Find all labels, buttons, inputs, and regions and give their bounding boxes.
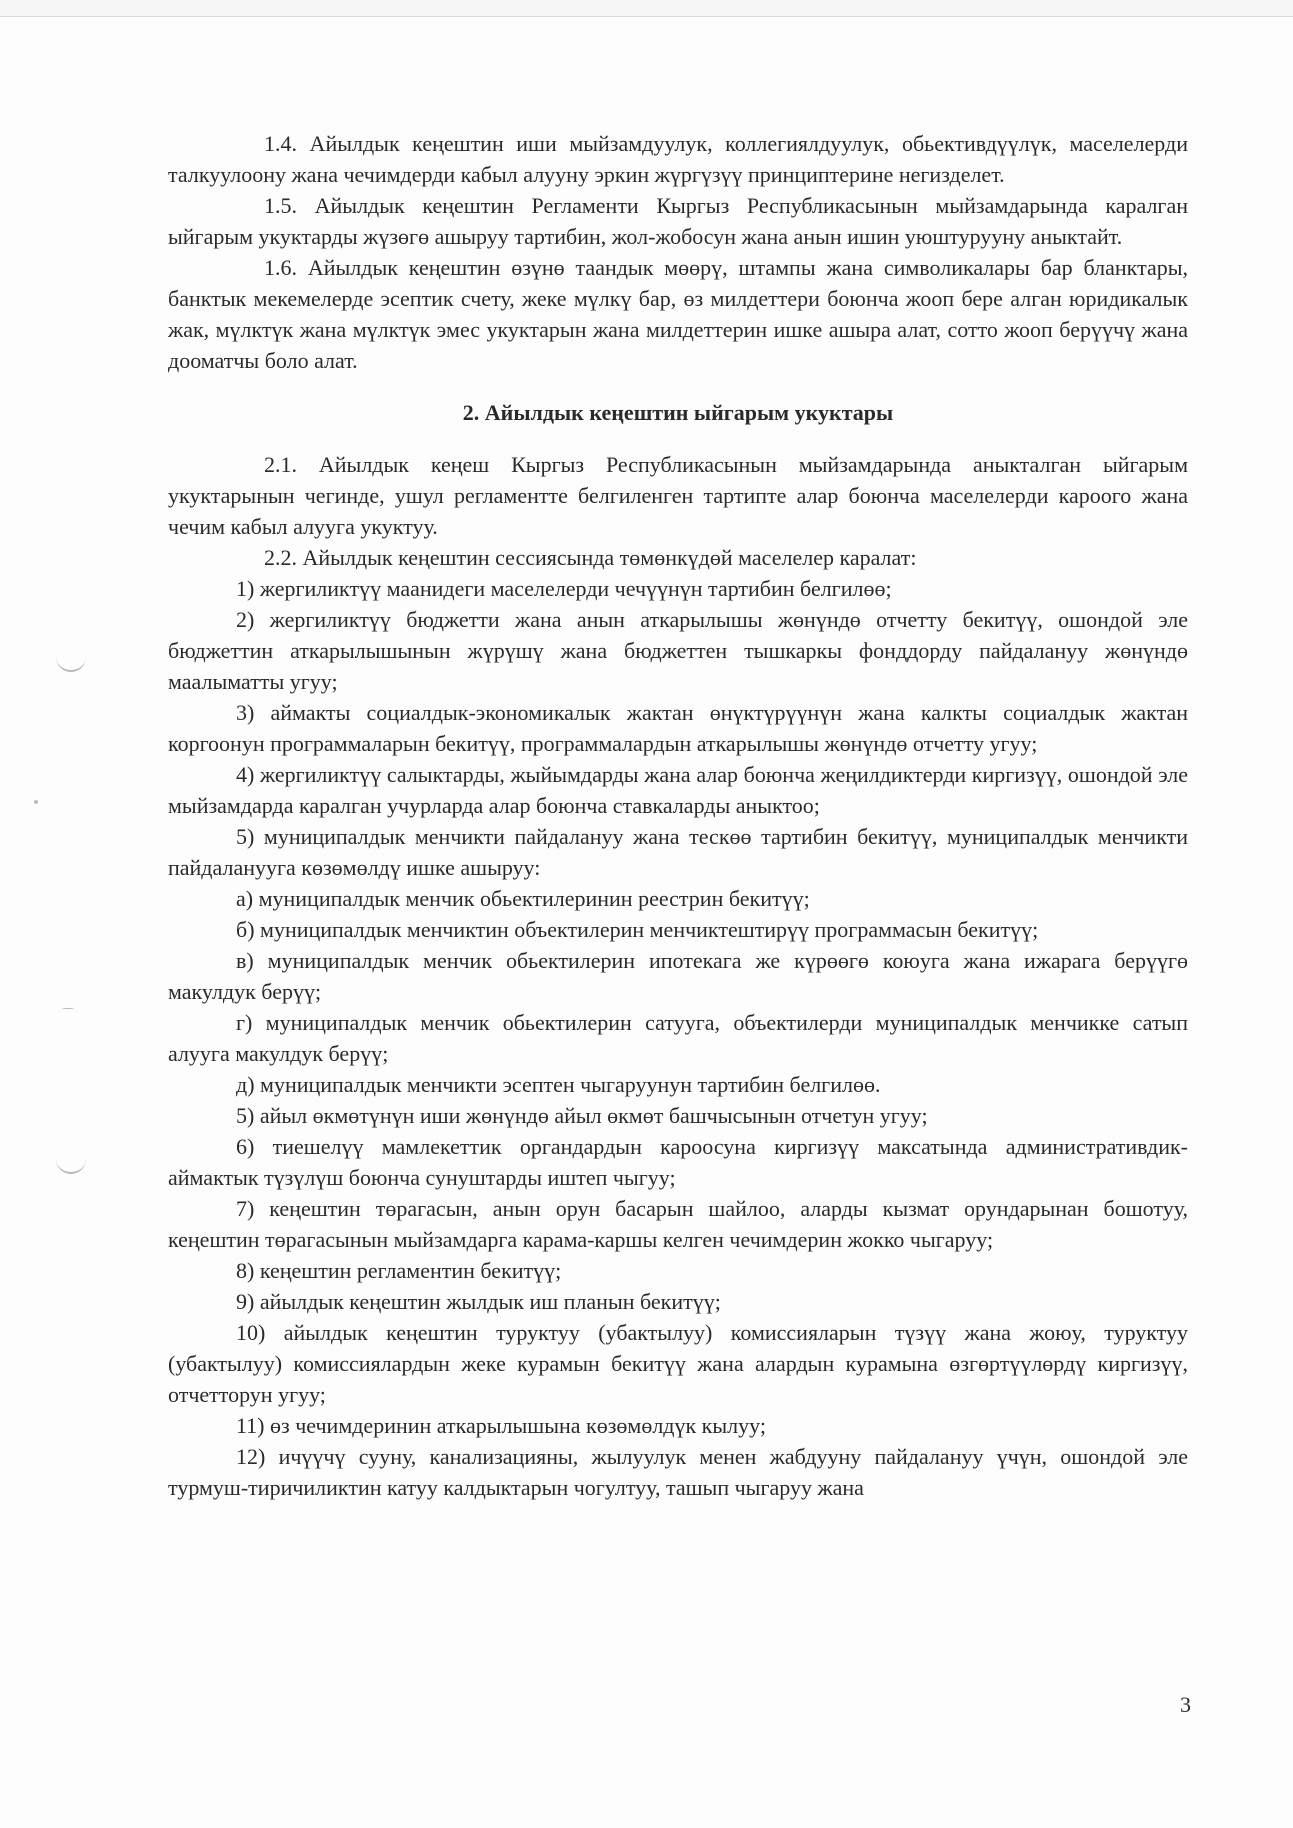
list-item: а) муниципалдык менчик обьектилеринин реестрин бекитүү;	[236, 886, 810, 911]
list-item: 8) кеңештин регламентин бекитүү;	[236, 1258, 562, 1283]
list-item: в) муниципалдык менчик обьектилерин ипотекага же күрөөгө коюуга жана ижарага берүүгө макулдук берүү;	[168, 948, 1188, 1004]
list-item: б) муниципалдык менчиктин объектилерин менчиктештирүү программасын бекитүү;	[236, 917, 1039, 942]
paragraph-1-4: 1.4. Айылдык кеңештин иши мыйзамдуулук, коллегиялдуулук, обьективдүүлүк, маселелерди талкуулоону жана чечимдерди кабыл алууну эркин жүргүзүү принциптерине негизделет.	[168, 131, 1188, 187]
hole-punch-mark	[56, 648, 86, 672]
hole-punch-mark	[56, 1150, 86, 1174]
list-item: 5) муниципалдык менчикти пайдалануу жана тескөө тартибин бекитүү, муниципалдык менчикти пайдаланууга көзөмөлдү ишке ашыруу:	[168, 824, 1188, 880]
document-body	[168, 128, 1188, 1503]
list-item: 12) ичүүчү сууну, канализацияны, жылуулук менен жабдууну пайдалануу үчүн, ошондой эле турмуш-тиричиликтин катуу калдыктарын чогултуу, ташып чыгаруу жана	[168, 1444, 1188, 1500]
page-number: 3	[1180, 1692, 1191, 1717]
list-item: 2) жергиликтүү бюджетти жана анын аткарылышы жөнүндө отчетту бекитүү, ошондой эле бюджеттин аткарылышынын жүрүшү жана бюджеттен тышкаркы фонддорду пайдалануу жөнүндө маалыматты угуу;	[168, 607, 1188, 694]
paragraph-2-2: 2.2. Айылдык кеңештин сессиясында төмөнкүдөй маселелер каралат:	[264, 545, 917, 570]
list-item: 4) жергиликтүү салыктарды, жыйымдарды жана алар боюнча жеңилдиктерди киргизүү, ошондой эле мыйзамдарда каралган учурларда алар боюнча ставкаларды аныктоо;	[168, 762, 1188, 818]
list-item: 6) тиешелүү мамлекеттик органдардын кароосуна киргизүү максатында административдик-аймактык түзүлүш боюнча сунуштарды иштеп чыгуу;	[168, 1134, 1188, 1190]
list-item: д) муниципалдык менчикти эсептен чыгаруунун тартибин белгилөө.	[236, 1072, 881, 1097]
list-item: 3) аймакты социалдык-экономикалык жактан өнүктүрүүнүн жана калкты социалдык жактан коргоонун программаларын бекитүү, программалардын аткарылышы жөнүндө отчетту угуу;	[168, 700, 1188, 756]
list-item: г) муниципалдык менчик обьектилерин сатууга, объектилерди муниципалдык менчикке сатып алууга макулдук берүү;	[168, 1010, 1188, 1066]
section-2-heading: 2. Айылдык кеңештин ыйгарым укуктары	[462, 400, 894, 425]
paragraph-2-1: 2.1. Айылдык кеңеш Кыргыз Республикасынын мыйзамдарында аныкталган ыйгарым укуктарынын чегинде, ушул регламентте белгиленген тартипте алар боюнча маселелерди кароого жана чечим кабыл алууга укуктуу.	[168, 452, 1188, 539]
scan-speck	[34, 800, 38, 804]
paragraph-1-6: 1.6. Айылдык кеңештин өзүнө таандык мөөрү, штампы жана символикалары бар бланктары, банктык мекемелерде эсептик счету, жеке мүлкү бар, өз милдеттери боюнча жооп бере алган юридикалык жак, мүлктүк жана мүлктүк эмес укуктарын жана милдеттерин ишке ашыра алат, сотто жооп берүүчү жана дооматчы боло алат.	[168, 255, 1188, 373]
list-item: 5) айыл өкмөтүнүн иши жөнүндө айыл өкмөт башчысынын отчетун угуу;	[236, 1103, 928, 1128]
list-item: 10) айылдык кеңештин туруктуу (убактылуу) комиссияларын түзүү жана жоюу, туруктуу (убактылуу) комиссиялардын жеке курамын бекитүү жана алардын курамына өзгөртүүлөрдү киргизүү, отчетторун угуу;	[168, 1320, 1188, 1407]
scan-speck	[62, 1008, 74, 1009]
list-item: 11) өз чечимдеринин аткарылышына көзөмөлдүк кылуу;	[236, 1413, 766, 1438]
list-item: 7) кеңештин төрагасын, анын орун басарын шайлоо, аларды кызмат орундарынан бошотуу, кеңештин төрагасынын мыйзамдарга карама-каршы келген чечимдерин жокко чыгаруу;	[168, 1196, 1188, 1252]
paragraph-1-5: 1.5. Айылдык кеңештин Регламенти Кыргыз Республикасынын мыйзамдарында каралган ыйгарым укуктарды жүзөгө ашыруу тартибин, жол-жобосун жана анын ишин уюштурууну аныктайт.	[168, 193, 1188, 249]
scan-top-edge	[0, 0, 1293, 17]
list-item: 1) жергиликтүү маанидеги маселелерди чечүүнүн тартибин белгилөө;	[236, 576, 892, 601]
list-item: 9) айылдык кеңештин жылдык иш планын бекитүү;	[236, 1289, 721, 1314]
